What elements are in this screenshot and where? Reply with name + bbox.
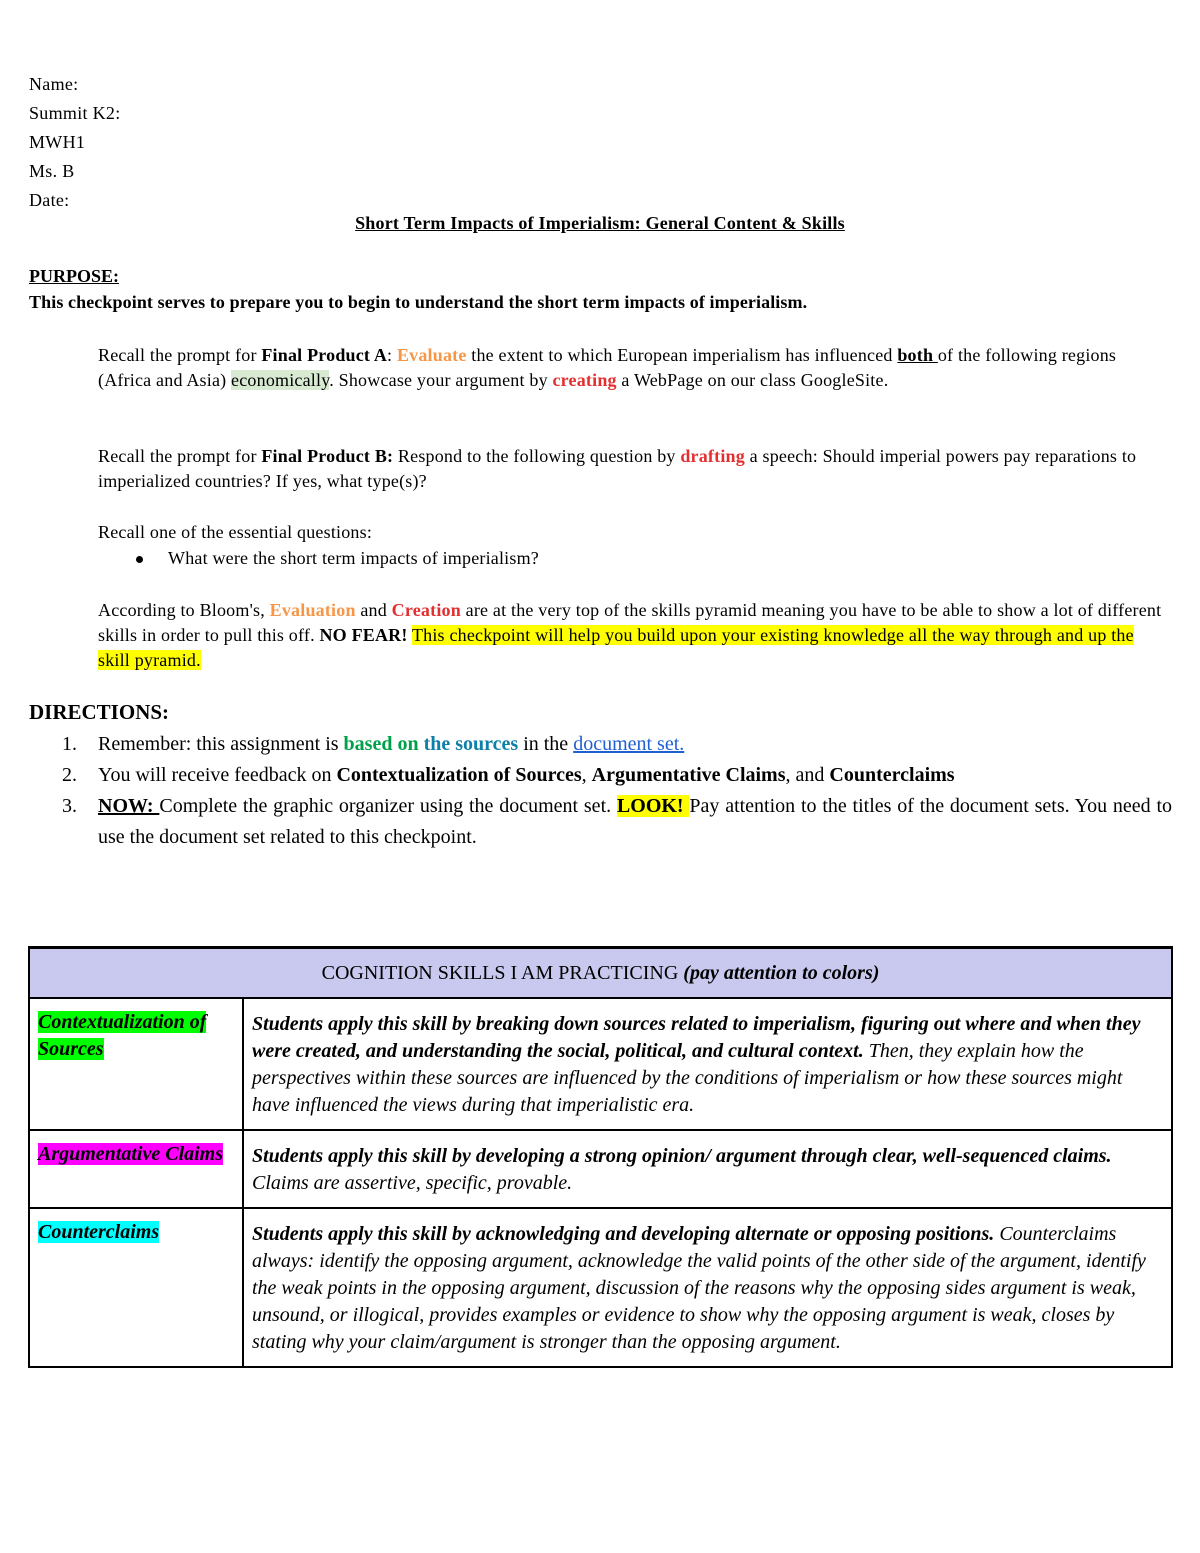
purpose-text: This checkpoint serves to prepare you to begin to understand the short term impacts of imperialism. (29, 292, 808, 312)
direction-3-look: LOOK! (616, 795, 690, 817)
skill-description-rest: Counterclaims always: identify the opposing argument, acknowledge the valid points of the other side of the argument, identify the weak points in the opposing argument, discussion of the reasons why the opposing sides argument is weak, unsound, or illogical, provides examples or evidence to show why the opposing argument is weak, closes by stating why your claim/argument is stronger than the opposing argument. (252, 1223, 1146, 1353)
fpb-lead: Recall the prompt for (98, 446, 262, 466)
table-header-row (29, 948, 1172, 999)
blooms-paragraph (98, 598, 1168, 673)
table-header-cell (29, 948, 1172, 999)
skill-label-cell (29, 1130, 243, 1208)
blooms-no-fear: NO FEAR! (319, 625, 408, 645)
fpa-economically: economically (231, 370, 330, 390)
blooms-and: and (355, 600, 392, 620)
blooms-creation: Creation (391, 600, 461, 620)
direction-2-text-3: , and (785, 764, 830, 786)
direction-2-contextualization: Contextualization of Sources (336, 764, 582, 786)
document-title: Short Term Impacts of Imperialism: General Content & Skills (355, 213, 845, 233)
cognition-skills-table (28, 946, 1173, 1368)
skill-description-rest: Claims are assertive, specific, provable. (252, 1172, 573, 1194)
skill-description-bold: Students apply this skill by developing a strong opinion/ argument through clear, well-sequenced claims. (252, 1145, 1112, 1167)
blooms-highlight: This checkpoint will help you build upon your existing knowledge all the way through and up the skill pyramid. (98, 625, 1134, 670)
fpb-label: Final Product B: (261, 446, 394, 466)
fpa-both: both (897, 345, 938, 365)
skill-description-rest: Then, they explain how the perspectives within these sources are influenced by the conditions of imperialism or how these sources might have influenced the views during that imperialistic era. (252, 1040, 1123, 1116)
direction-number: 1. (62, 733, 77, 755)
direction-3-now: NOW: (98, 795, 160, 817)
direction-item-1 (62, 729, 1172, 760)
fpa-text-1: the extent to which European imperialism has influenced (466, 345, 898, 365)
bullet-icon (136, 556, 143, 563)
skill-description-cell (243, 1208, 1172, 1367)
table-row (29, 1130, 1172, 1208)
summit-field-label: Summit K2: (29, 103, 121, 123)
skill-description-cell (243, 998, 1172, 1130)
table-header-main: COGNITION SKILLS I AM PRACTICING (321, 961, 684, 984)
fpa-colon: : (387, 345, 397, 365)
direction-number: 3. (62, 795, 77, 817)
fpa-creating: creating (552, 370, 617, 390)
final-product-a-paragraph (98, 343, 1168, 393)
purpose-heading: PURPOSE: (29, 266, 119, 286)
skill-description-bold: Students apply this skill by breaking down sources related to imperialism, figuring out where and when they were created, and understanding the social, political, and cultural context. (252, 1013, 1141, 1062)
blooms-text-1: According to Bloom's, (98, 600, 270, 620)
direction-number: 2. (62, 764, 77, 786)
direction-1-text-1: Remember: this assignment is (98, 733, 344, 755)
direction-item-3 (62, 791, 1172, 853)
essential-question-item (136, 548, 539, 569)
blooms-evaluation: Evaluation (269, 600, 356, 620)
blooms-text-2: are at the very top of the skills pyramid meaning you have to be able to show a lot of different skills in order to pull this off. (98, 600, 1162, 645)
direction-1-the-sources: the sources (423, 733, 519, 755)
fpa-text-3: . Showcase your argument by (329, 370, 553, 390)
fpa-evaluate: Evaluate (396, 345, 467, 365)
essential-questions-lead: Recall one of the essential questions: (98, 522, 373, 542)
course-label: MWH1 (29, 132, 86, 152)
skill-label-counterclaims: Counterclaims (38, 1221, 160, 1243)
fpa-text-4: a WebPage on our class GoogleSite. (616, 370, 889, 390)
header-block (29, 70, 121, 215)
fpa-lead: Recall the prompt for (98, 345, 262, 365)
direction-2-text-2: , (581, 764, 592, 786)
table-row (29, 998, 1172, 1130)
direction-1-text-2: in the (518, 733, 574, 755)
direction-item-2 (62, 760, 1172, 791)
table-header-note: (pay attention to colors) (683, 961, 880, 984)
direction-3-text-2: Pay attention to the titles of the document sets. You need to use the document set related to this checkpoint. (98, 795, 1173, 848)
direction-2-counterclaims: Counterclaims (829, 764, 955, 786)
skill-label-cell (29, 998, 243, 1130)
direction-3-text-1: Complete the graphic organizer using the document set. (159, 795, 617, 817)
skill-label-argumentative: Argumentative Claims (38, 1143, 224, 1165)
skill-label-contextualization: Contextualization of Sources (38, 1011, 207, 1060)
final-product-b-paragraph (98, 444, 1168, 494)
teacher-label: Ms. B (29, 161, 75, 181)
direction-2-argumentative: Argumentative Claims (591, 764, 786, 786)
date-field-label: Date: (29, 190, 70, 210)
directions-list (62, 729, 1172, 853)
fpb-text-1: Respond to the following question by (393, 446, 681, 466)
directions-heading: DIRECTIONS: (29, 700, 170, 724)
fpa-text-2: of the following regions (Africa and Asia) (98, 345, 1117, 390)
fpa-label: Final Product A (261, 345, 388, 365)
essential-question-text: What were the short term impacts of imperialism? (168, 548, 539, 568)
name-field-label: Name: (29, 74, 79, 94)
direction-2-text-1: You will receive feedback on (98, 764, 337, 786)
skill-description-cell (243, 1130, 1172, 1208)
document-set-link[interactable]: document set. (573, 733, 685, 755)
fpb-text-2: a speech: Should imperial powers pay reparations to imperialized countries? If yes, what type(s)? (98, 446, 1137, 491)
table-row (29, 1208, 1172, 1367)
skill-description-bold: Students apply this skill by acknowledging and developing alternate or opposing positions. (252, 1223, 995, 1245)
skill-label-cell (29, 1208, 243, 1367)
direction-1-based-on: based on (343, 733, 419, 755)
fpb-drafting: drafting (680, 446, 745, 466)
